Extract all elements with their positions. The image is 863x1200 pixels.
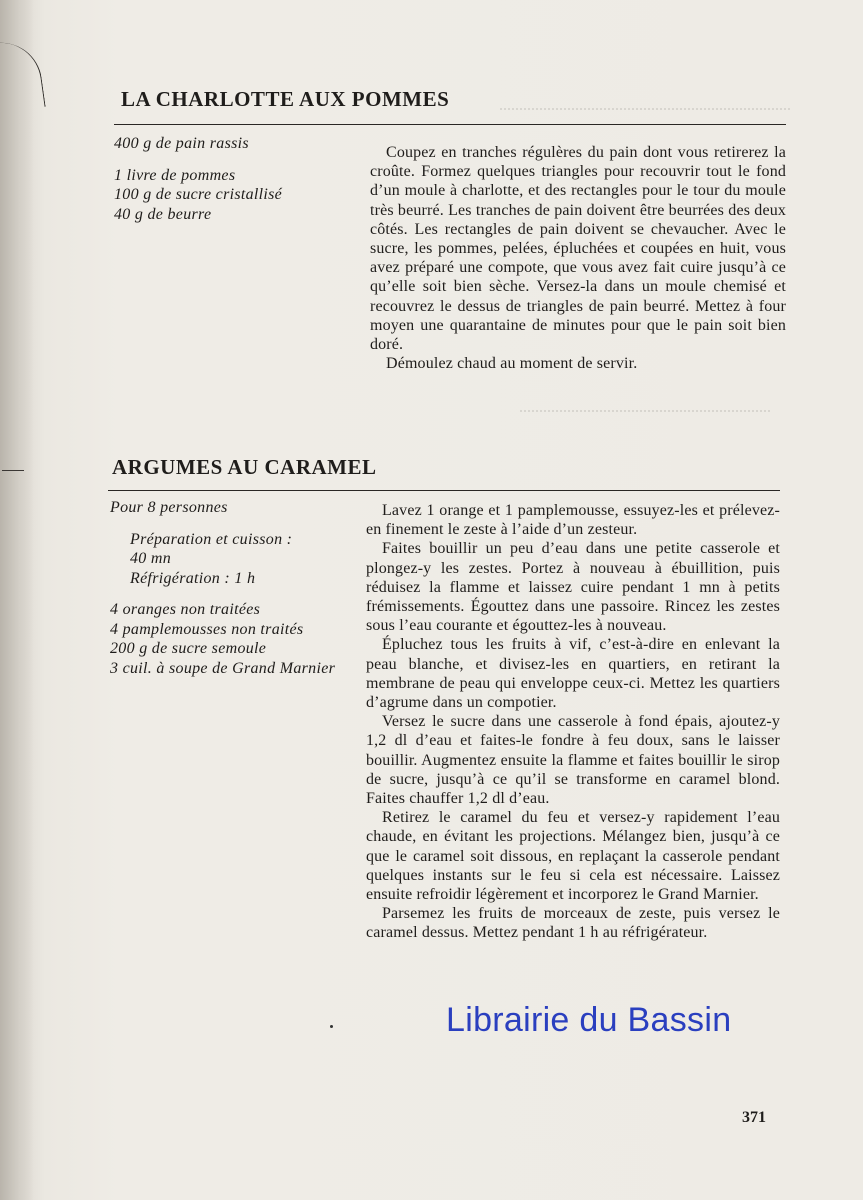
ingredient-list bbox=[110, 498, 346, 678]
paragraph: Parsemez les fruits de morceaux de zeste, puis versez le caramel dessus. Mettez pendant 1 h au réfrigérateur. bbox=[366, 905, 780, 942]
ingredient: 200 g de sucre semoule bbox=[110, 640, 267, 657]
refrigeration-time: Réfrigération : 1 h bbox=[130, 569, 256, 587]
paragraph: Versez le sucre dans une casserole à fond épais, ajoutez-y 1,2 dl d’eau et faites-le fondre à feu doux, sans le laisser bouillir. Augmentez ensuite la flamme et faites bouillir le sirop de sucre, jusqu’à ce qu’il se transforme en caramel blond. Faites chauffer 1,2 dl d’eau. bbox=[366, 713, 780, 808]
facing-page-rule bbox=[2, 470, 24, 471]
paragraph: Démoulez chaud au moment de servir. bbox=[386, 355, 638, 373]
recipe-instructions bbox=[366, 501, 780, 943]
paragraph: Coupez en tranches régulères du pain dont vous retirerez la croûte. Formez quelques triangles pour recouvrir tout le fond d’un moule à charlotte, et des rectangles pour le tour du moule très beurré. Les tranches de pain doivent être beurrées des deux côtés. Les rectangles de pain doivent se chevaucher. Avec le sucre, les pommes, pelées, épluchées et coupées en huit, vous avez préparé une compote, que vous avez fait cuire jusqu’à ce qu’elle soit bien sèche. Versez-la dans un moule chemisé et recouvrez le dessus de triangles de pain beurré. Mettez à four moyen une quarantaine de minutes pour que le pain soit bien doré. bbox=[370, 144, 786, 354]
ingredient-list bbox=[114, 134, 352, 224]
show-through-print bbox=[520, 410, 770, 412]
paragraph: Faites bouillir un peu d’eau dans une petite casserole et plongez-y les zestes. Portez à nouveau à ébuillition, puis réduisez la flamme et laissez cuire pendant 1 mn à petits frémissements. Égouttez dans une passoire. Rincez les zestes sous l’eau courante et égouttez-les à nouveau. bbox=[366, 540, 780, 635]
watermark: Librairie du Bassin bbox=[446, 1001, 732, 1039]
recipe-title: ARGUMES AU CARAMEL bbox=[112, 455, 377, 479]
ingredient: 3 cuil. à soupe de Grand Marnier bbox=[110, 659, 336, 677]
paragraph: Lavez 1 orange et 1 pamplemousse, essuyez-les et prélevez-en finement le zeste à l’aide d’un zesteur. bbox=[366, 502, 780, 539]
ingredient: 40 g de beurre bbox=[114, 205, 212, 223]
ingredient: 400 g de pain rassis bbox=[114, 135, 249, 152]
ink-speck bbox=[330, 1025, 333, 1028]
servings: Pour 8 personnes bbox=[110, 499, 228, 516]
prep-label: Préparation et cuisson : bbox=[130, 530, 293, 548]
ingredient: 4 oranges non traitées bbox=[110, 601, 261, 618]
ingredient: 1 livre de pommes bbox=[114, 166, 236, 184]
prep-time: 40 mn bbox=[130, 550, 172, 567]
show-through-print bbox=[500, 108, 790, 110]
recipe-instructions bbox=[370, 143, 786, 373]
page-curl bbox=[0, 37, 46, 112]
page-number: 371 bbox=[742, 1109, 766, 1126]
paragraph: Épluchez tous les fruits à vif, c’est-à-dire en enlevant la peau blanche, et divisez-les en quartiers, en retirant la membrane de peau qui enveloppe ceux-ci. Mettez les quartiers d’agrume dans un compotier. bbox=[366, 636, 780, 712]
recipe-title: LA CHARLOTTE AUX POMMES bbox=[121, 87, 450, 111]
facing-page-edge bbox=[0, 0, 34, 1200]
ingredient: 100 g de sucre cristallisé bbox=[114, 186, 283, 203]
ingredient: 4 pamplemousses non traités bbox=[110, 620, 304, 638]
title-rule bbox=[114, 124, 786, 125]
title-rule bbox=[108, 490, 780, 491]
paragraph: Retirez le caramel du feu et versez-y rapidement l’eau chaude, en évitant les projections. Mélangez bien, jusqu’à ce que le caramel soit dissous, en replaçant la casserole pendant quelques instants sur le feu si cela est nécessaire. Laissez ensuite refroidir légèrement et incorporez le Grand Marnier. bbox=[366, 809, 780, 904]
